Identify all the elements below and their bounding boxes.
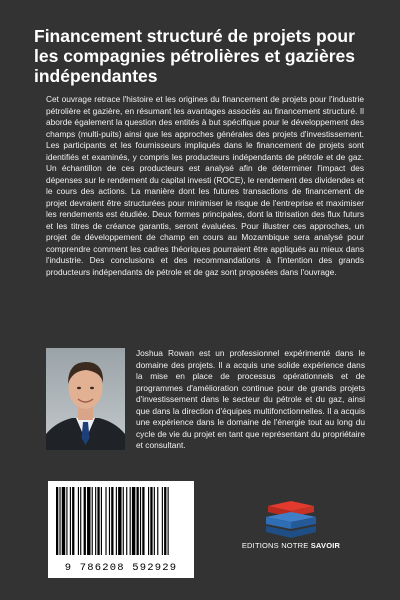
author-bio: Joshua Rowan est un professionnel expérimenté dans le domaine des projets. Il a acquis une solide expérience dans la mise en place de processus opérationnels et de programmes d'amélioration continue pour de grands projets d'investissement dans le secteur du pétrole et du gaz, ainsi que dans la direction d'équipes multifonctionnelles. Il a acquis une expérience dans le domaine de l'énergie tout au long du cycle de vie du projet en tant que représentant du propriétaire et consultant.: [136, 348, 365, 450]
barcode-bar: [111, 487, 113, 555]
author-photo: [46, 348, 125, 450]
barcode-bar: [84, 487, 86, 555]
barcode-bar: [97, 487, 99, 555]
book-description: Cet ouvrage retrace l'histoire et les origines du financement de projets pour l'industrie pétrolière et gazière, en résumant les avantages associés au financement structuré. Il aborde également la question des entités à but spécifique pour le développement des champs (multi-puits) ainsi que les approches générales des projets d'investissement. Les participants et les fournisseurs impliqués dans le financement de projets sont identifiés et examinés, y compris les producteurs indépendants de pétrole et de gaz. Un échantillon de ces producteurs est analysé afin de déterminer l'impact des dépenses sur le rendement du capital investi (ROCE), le rendement des dividendes et le cours des actions. La manière dont les futures transactions de financement de projet devraient être structurées pour minimiser le risque de l'entreprise et maximiser les rendements est étudiée. Deux formes principales, dont la titrisation des flux futurs et les titres de créance garantis, seront évaluées. Pour illustrer ces approches, un projet de développement de champ en cours au Mozambique sera analysé pour comprendre comment les cadres théoriques pourraient être appliqués au mieux dans l'industrie. Des conclusions et des recommandations à l'intention des grands producteurs indépendants de pétrole et de gaz sont proposées dans l'ouvrage.: [46, 94, 364, 277]
book-title: Financement structuré de projets pour les compagnies pétrolières et gazières indépendantes: [34, 26, 355, 86]
barcode-bar: [123, 487, 124, 555]
book-stack-icon: [262, 500, 320, 540]
barcode-bar: [59, 487, 60, 555]
isbn-number: 9 786208 592929: [64, 562, 178, 574]
barcode-bar: [142, 487, 144, 555]
barcode-bar: [101, 487, 102, 555]
barcode-bar: [148, 487, 149, 555]
publisher-name: [236, 541, 346, 550]
barcode-bar: [150, 487, 152, 555]
barcode-bar: [56, 487, 58, 555]
barcode-bar: [126, 487, 127, 555]
barcode-bar: [118, 487, 121, 555]
barcode-bar: [116, 487, 117, 555]
barcode-bars: [48, 481, 194, 561]
barcode-bar: [66, 487, 67, 555]
barcode-bar: [70, 487, 71, 555]
barcode-bar: [78, 487, 79, 555]
barcode-bar: [132, 487, 135, 555]
publisher-name-part2: NOTRE: [281, 541, 309, 550]
barcode-bar: [157, 487, 158, 555]
barcode-bar: [154, 487, 155, 555]
barcode-bar: [62, 487, 65, 555]
barcode-bar: [164, 487, 166, 555]
barcode-bar: [130, 487, 131, 555]
barcode-bar: [92, 487, 93, 555]
barcode-bar: [162, 487, 163, 555]
barcode-bar: [72, 487, 74, 555]
barcode-bar: [137, 487, 139, 555]
barcode-bar: [168, 487, 169, 555]
barcode-bar: [109, 487, 110, 555]
barcode-bar: [95, 487, 96, 555]
barcode-bar: [105, 487, 106, 555]
barcode-bar: [80, 487, 81, 555]
barcode-bar: [140, 487, 141, 555]
isbn-barcode: [48, 481, 194, 578]
publisher-name-part3: SAVOIR: [310, 541, 341, 550]
publisher-logo: [236, 494, 346, 554]
publisher-name-part1: EDITIONS: [241, 541, 279, 550]
barcode-bar: [87, 487, 90, 555]
